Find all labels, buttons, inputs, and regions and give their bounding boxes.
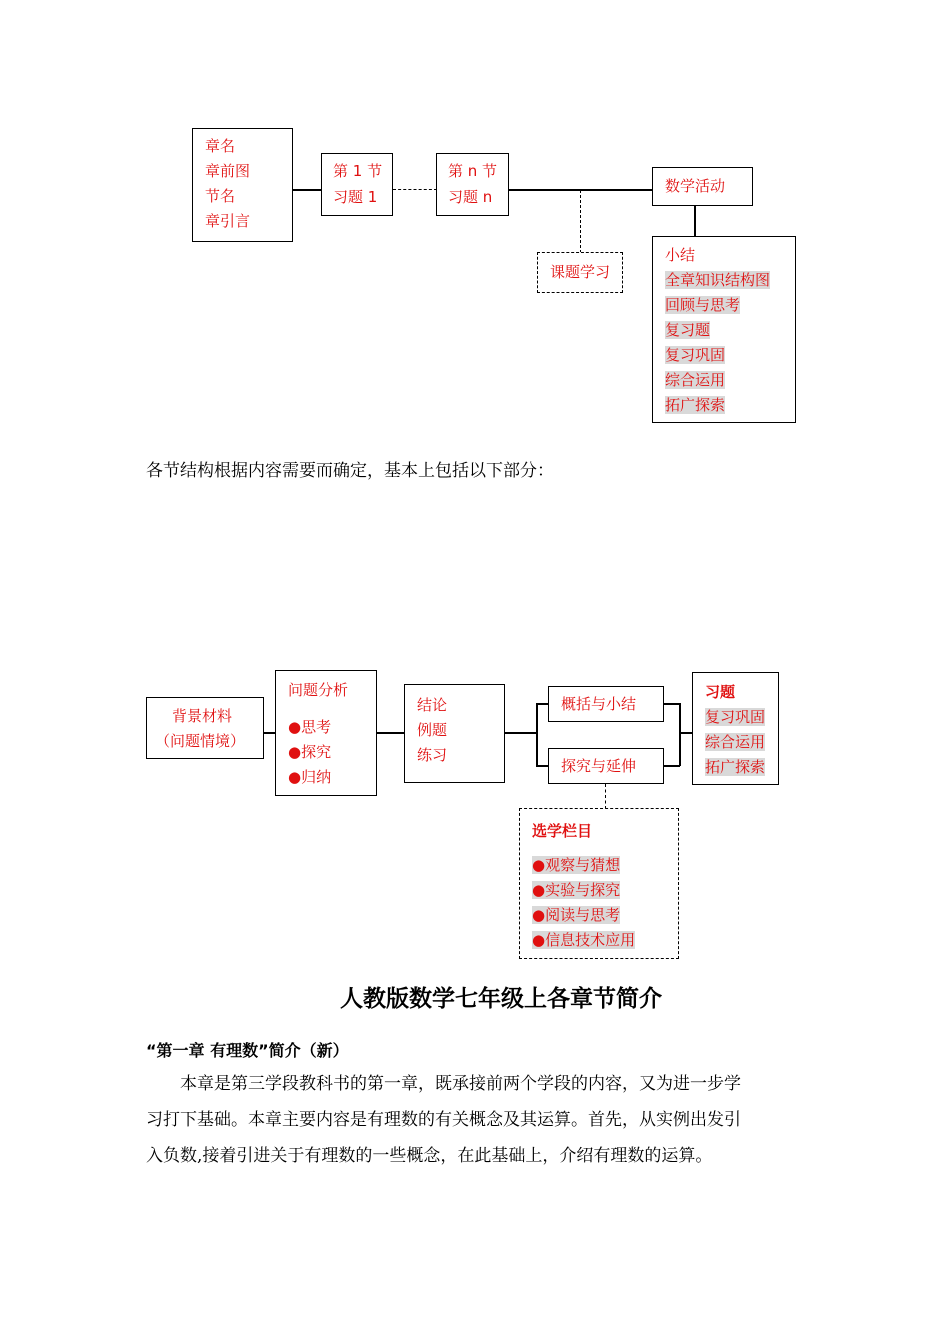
section-1-box	[321, 153, 393, 216]
analysis-title: 问题分析	[288, 681, 349, 699]
chapter-box-item: 章前图	[205, 162, 251, 180]
optional-item: ●实验与探究	[532, 881, 621, 899]
connector	[377, 732, 405, 734]
chapter-heading: “第一章 有理数”简介（新）	[146, 1041, 349, 1060]
section-n-box	[436, 153, 509, 216]
connector	[664, 765, 680, 767]
paragraph-line: 习打下基础。本章主要内容是有理数的有关概念及其运算。首先，从实例出发引	[146, 1110, 741, 1130]
summary-label: 概括与小结	[561, 695, 637, 713]
summary-title: 小结	[665, 246, 696, 264]
paragraph-line: 本章是第三学段教科书的第一章，既承接前两个学段的内容，又为进一步学	[180, 1074, 741, 1094]
dashed-connector	[393, 189, 437, 190]
section-n-title: 第 n 节	[448, 162, 498, 180]
conclusion-item: 练习	[417, 746, 448, 764]
chapter-box-item: 章引言	[205, 212, 251, 230]
exercise-item: 综合运用	[705, 733, 766, 751]
background-label: 背景材料	[172, 707, 233, 725]
bracket-right	[679, 703, 681, 766]
chapter-box-item: 章名	[205, 137, 236, 155]
paragraph-line: 入负数,接着引进关于有理数的一些概念，在此基础上，介绍有理数的运算。	[146, 1146, 713, 1166]
section-n-exercise: 习题 n	[448, 188, 493, 206]
summary-box-2	[548, 686, 664, 722]
section-1-title: 第 1 节	[333, 162, 383, 180]
chapter-box	[192, 128, 293, 242]
section-1-exercise: 习题 1	[333, 188, 378, 206]
connector	[505, 732, 536, 734]
connector	[679, 732, 693, 734]
extension-label: 探究与延伸	[561, 757, 637, 775]
connector	[664, 703, 680, 705]
dashed-connector	[580, 190, 581, 253]
summary-item: 复习题	[665, 321, 711, 339]
summary-item: 全章知识结构图	[665, 271, 771, 289]
background-sublabel: （问题情境）	[155, 732, 246, 750]
analysis-item: ●思考	[288, 718, 332, 736]
extension-box	[548, 748, 664, 784]
analysis-box	[275, 670, 377, 796]
conclusion-item: 例题	[417, 721, 448, 739]
math-activity-box	[652, 167, 753, 206]
conclusion-item: 结论	[417, 696, 448, 714]
summary-item: 回顾与思考	[665, 296, 741, 314]
connector	[293, 189, 322, 191]
topic-study-label: 课题学习	[550, 263, 611, 281]
exercise-item: 复习巩固	[705, 708, 766, 726]
main-title: 人教版数学七年级上各章节简介	[340, 986, 662, 1012]
exercise-box	[692, 672, 779, 785]
bracket-left	[536, 703, 538, 766]
topic-study-box	[537, 252, 623, 293]
optional-item: ●观察与猜想	[532, 856, 621, 874]
exercise-item: 拓广探索	[705, 758, 766, 776]
connector	[694, 206, 696, 237]
math-activity-label: 数学活动	[665, 177, 726, 195]
background-box	[146, 697, 264, 759]
analysis-item: ●归纳	[288, 768, 332, 786]
exercise-title: 习题	[705, 683, 736, 701]
optional-title: 选学栏目	[532, 822, 593, 840]
summary-item: 综合运用	[665, 371, 726, 389]
optional-item: ●信息技术应用	[532, 931, 636, 949]
analysis-item: ●探究	[288, 743, 332, 761]
section-intro-text: 各节结构根据内容需要而确定，基本上包括以下部分：	[146, 461, 554, 481]
optional-box	[519, 808, 679, 959]
chapter-box-item: 节名	[205, 187, 236, 205]
dashed-connector	[605, 784, 606, 809]
optional-item: ●阅读与思考	[532, 906, 621, 924]
summary-box	[652, 236, 796, 423]
conclusion-box	[404, 684, 505, 783]
summary-item: 复习巩固	[665, 346, 726, 364]
summary-item: 拓广探索	[665, 396, 726, 414]
